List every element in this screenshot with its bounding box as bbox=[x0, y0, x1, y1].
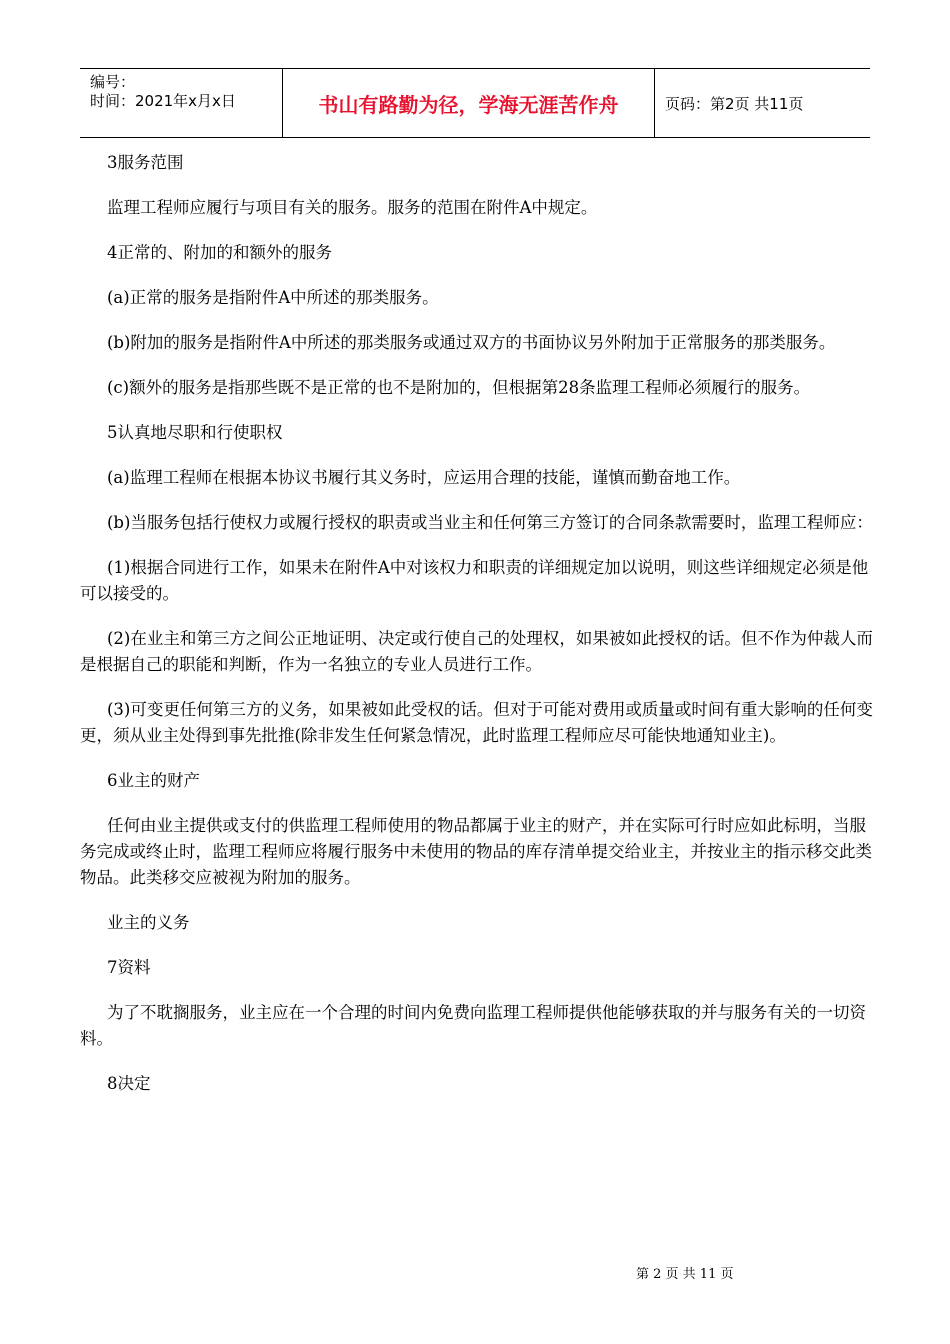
paragraph: (b)附加的服务是指附件A中所述的那类服务或通过双方的书面协议另外附加于正常服务的那类服务。 bbox=[107, 333, 836, 352]
motto-text: 书山有路勤为径，学海无涯苦作舟 bbox=[318, 92, 619, 117]
document-time: 时间：2021年x月x日 bbox=[90, 92, 236, 110]
paragraph: (a)正常的服务是指附件A中所述的那类服务。 bbox=[107, 288, 439, 307]
section-heading: 4正常的、附加的和额外的服务 bbox=[107, 243, 332, 262]
document-number: 编号： bbox=[90, 73, 136, 91]
paragraph: 任何由业主提供或支付的供监理工程师使用的物品都属于业主的财产，并在实际可行时应如此标明，当服务完成或终止时，监理工程师应将履行服务中未使用的物品的库存清单提交给业主，并按业主的指示移交此类物品。此类移交应被视为附加的服务。 bbox=[80, 816, 872, 887]
paragraph: (2)在业主和第三方之间公正地证明、决定或行使自己的处理权，如果被如此授权的话。但不作为仲裁人而是根据自己的职能和判断，作为一名独立的专业人员进行工作。 bbox=[80, 629, 873, 674]
section-heading: 5认真地尽职和行使职权 bbox=[107, 423, 283, 442]
paragraph: (b)当服务包括行使权力或履行授权的职责或当业主和任何第三方签订的合同条款需要时，监理工程师应： bbox=[107, 513, 873, 532]
section-heading: 8决定 bbox=[107, 1074, 151, 1093]
paragraph: (1)根据合同进行工作，如果未在附件A中对该权力和职责的详细规定加以说明，则这些详细规定必须是他可以接受的。 bbox=[80, 558, 869, 603]
paragraph: (c)额外的服务是指那些既不是正常的也不是附加的，但根据第28条监理工程师必须履行的服务。 bbox=[107, 378, 811, 397]
section-heading: 7资料 bbox=[107, 958, 151, 977]
header-meta bbox=[80, 69, 282, 137]
footer-page-number: 第 2 页 共 11 页 bbox=[636, 1267, 734, 1282]
section-heading: 6业主的财产 bbox=[107, 771, 200, 790]
section-heading: 3服务范围 bbox=[107, 153, 184, 172]
paragraph: 为了不耽搁服务，业主应在一个合理的时间内免费向监理工程师提供他能够获取的并与服务有关的一切资料。 bbox=[80, 1003, 866, 1048]
header-motto bbox=[282, 69, 655, 137]
page-footer bbox=[636, 1263, 796, 1282]
header-page-info bbox=[655, 69, 870, 137]
section-heading: 业主的义务 bbox=[107, 913, 190, 932]
page-info-text: 页码：第2页 共11页 bbox=[665, 94, 804, 113]
paragraph: (a)监理工程师在根据本协议书履行其义务时，应运用合理的技能，谨慎而勤奋地工作。 bbox=[107, 468, 741, 487]
page-header bbox=[80, 68, 870, 138]
document-body bbox=[80, 150, 873, 1116]
paragraph: 监理工程师应履行与项目有关的服务。服务的范围在附件A中规定。 bbox=[107, 198, 598, 217]
paragraph: (3)可变更任何第三方的义务，如果被如此受权的话。但对于可能对费用或质量或时间有重大影响的任何变更，须从业主处得到事先批推(除非发生任何紧急情况，此时监理工程师应尽可能快地通知业主)。 bbox=[80, 700, 873, 745]
